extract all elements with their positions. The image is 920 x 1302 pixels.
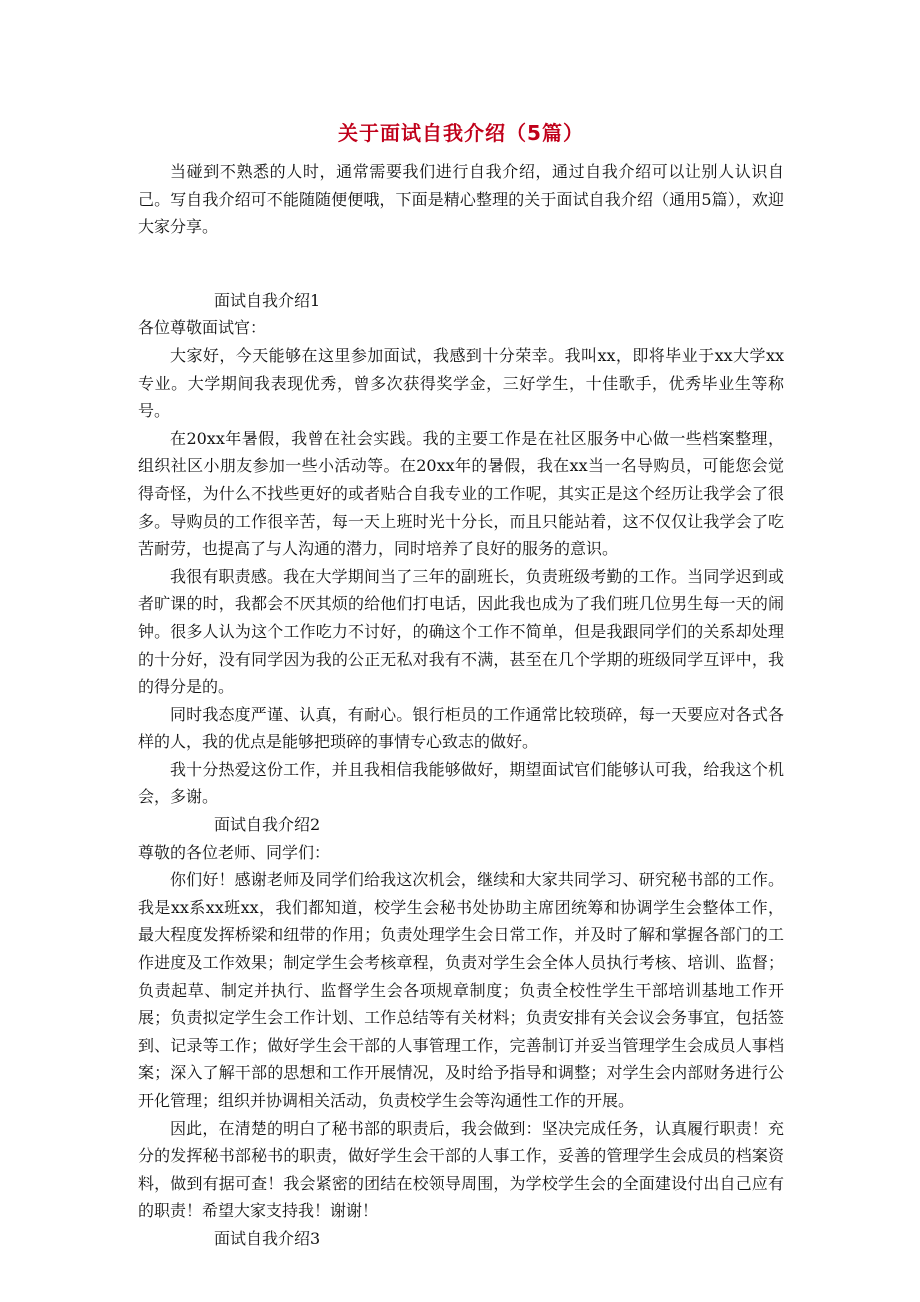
document-page [138, 0, 784, 1253]
section-paragraph: 我很有职责感。我在大学期间当了三年的副班长，负责班级考勤的工作。当同学迟到或者旷课的时，我都会不厌其烦的给他们打电话，因此我也成为了我们班几位男生每一天的闹钟。很多人认为这个工作吃力不讨好，的确这个工作不简单，但是我跟同学们的关系却处理的十分好，没有同学因为我的公正无私对我有不满，甚至在几个学期的班级同学互评中，我的得分是的。 [138, 566, 784, 697]
section-heading: 面试自我介绍2 [214, 815, 321, 835]
section-greeting: 各位尊敬面试官： [138, 318, 267, 338]
section-greeting: 尊敬的各位老师、同学们： [138, 842, 331, 862]
spacer [138, 241, 784, 287]
section-paragraph: 大家好，今天能够在这里参加面试，我感到十分荣幸。我叫xx，即将毕业于xx大学xx专业。大学期间我表现优秀，曾多次获得奖学金，三好学生，十佳歌手，优秀毕业生等称号。 [138, 345, 784, 421]
section-paragraph: 因此，在清楚的明白了秘书部的职责后，我会做到：坚决完成任务，认真履行职责！充分的发挥秘书部秘书的职责，做好学生会干部的人事工作，妥善的管理学生会成员的档案资料，做到有据可查！我会紧密的团结在校领导周围，为学校学生会的全面建设付出自己应有的职责！希望大家支持我！谢谢！ [138, 1118, 784, 1221]
document-title: 关于面试自我介绍（5篇） [338, 121, 584, 145]
section-heading: 面试自我介绍3 [214, 1228, 321, 1248]
section-paragraph: 我十分热爱这份工作，并且我相信我能够做好，期望面试官们能够认可我，给我这个机会，多谢。 [138, 759, 784, 807]
section-paragraph: 同时我态度严谨、认真，有耐心。银行柜员的工作通常比较琐碎，每一天要应对各式各样的人，我的优点是能够把琐碎的事情专心致志的做好。 [138, 704, 784, 752]
section-1 [138, 287, 784, 811]
section-paragraph: 在20xx年暑假，我曾在社会实践。我的主要工作是在社区服务中心做一些档案整理，组织社区小朋友参加一些小活动等。在20xx年的暑假，我在xx当一名导购员，可能您会觉得奇怪，为什么不找些更好的或者贴合自我专业的工作呢，其实正是这个经历让我学会了很多。导购员的工作很辛苦，每一天上班时光十分长，而且只能站着，这不仅仅让我学会了吃苦耐劳，也提高了与人沟通的潜力，同时培养了良好的服务的意识。 [138, 428, 784, 559]
section-heading: 面试自我介绍1 [214, 290, 321, 310]
section-2 [138, 811, 784, 1225]
section-3 [138, 1225, 784, 1253]
intro-paragraph: 当碰到不熟悉的人时，通常需要我们进行自我介绍，通过自我介绍可以让别人认识自己。写自我介绍可不能随随便便哦，下面是精心整理的关于面试自我介绍（通用5篇），欢迎大家分享。 [138, 162, 784, 237]
section-paragraph: 你们好！感谢老师及同学们给我这次机会，继续和大家共同学习、研究秘书部的工作。我是xx系xx班xx，我们都知道，校学生会秘书处协助主席团统筹和协调学生会整体工作，最大程度发挥桥梁和纽带的作用；负责处理学生会日常工作，并及时了解和掌握各部门的工作进度及工作效果；制定学生会考核章程，负责对学生会全体人员执行考核、培训、监督；负责起草、制定并执行、监督学生会各项规章制度；负责全校性学生干部培训基地工作开展；负责拟定学生会工作计划、工作总结等有关材料；负责安排有关会议会务事宜，包括签到、记录等工作；做好学生会干部的人事管理工作，完善制订并妥当管理学生会成员人事档案；深入了解干部的思想和工作开展情况，及时给予指导和调整；对学生会内部财务进行公开化管理；组织并协调相关活动，负责校学生会等沟通性工作的开展。 [138, 870, 784, 1110]
